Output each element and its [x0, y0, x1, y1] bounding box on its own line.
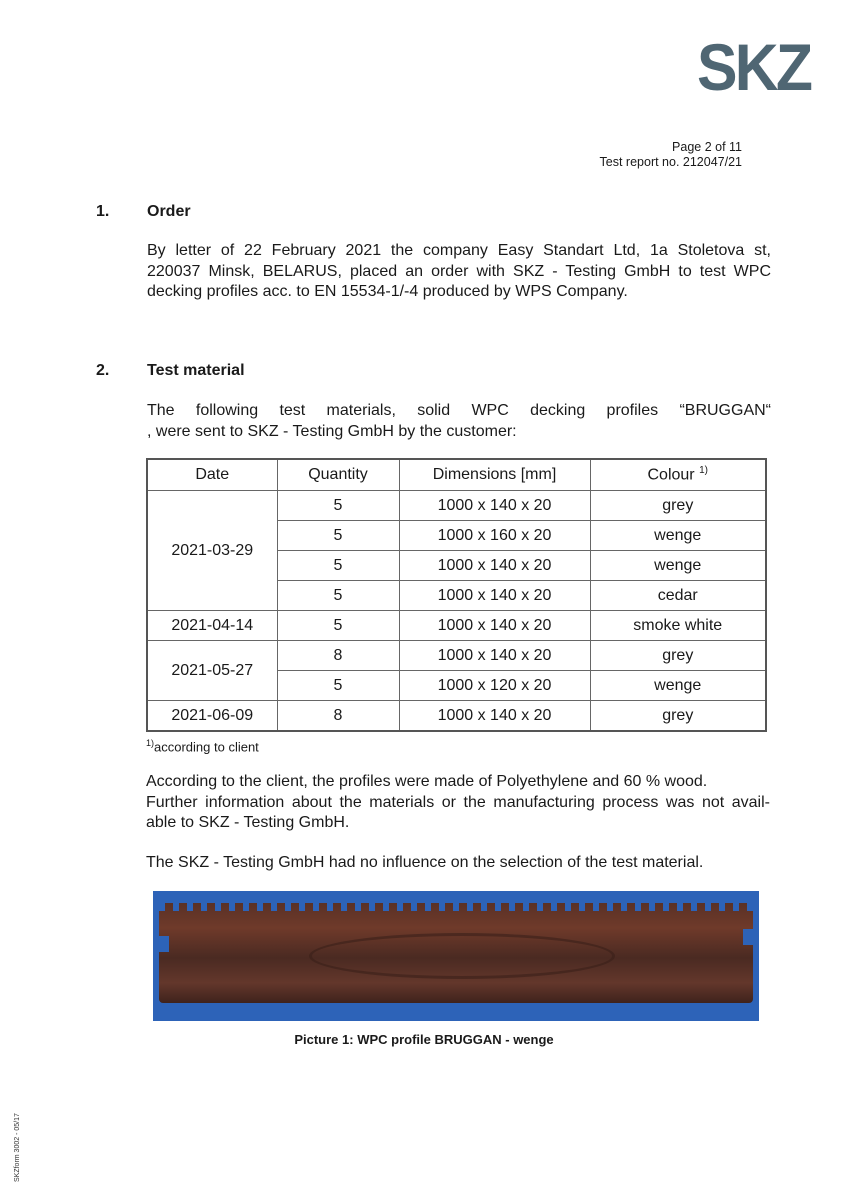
wpc-profile-photo: [153, 891, 759, 1021]
test-material-line: The following test materials, solid WPC decking profiles “BRUGGAN“: [147, 402, 771, 419]
cell-quantity: 5: [277, 611, 399, 641]
order-paragraph: [147, 241, 771, 303]
section-2-number: 2.: [96, 362, 110, 379]
cell-colour: grey: [590, 641, 766, 671]
cell-colour: wenge: [590, 671, 766, 701]
cell-dimensions: 1000 x 140 x 20: [399, 641, 590, 671]
form-id: SKZform 3002 - 05/17: [14, 1113, 21, 1182]
material-line: Further information about the materials or the manufacturing process was not avail-: [146, 793, 770, 811]
cell-quantity: 5: [277, 491, 399, 521]
order-line: decking profiles acc. to EN 15534-1/-4 produced by WPS Company.: [147, 283, 628, 300]
wood-grain: [309, 933, 615, 979]
cell-dimensions: 1000 x 160 x 20: [399, 521, 590, 551]
test-material-paragraph: [147, 401, 771, 442]
cell-quantity: 5: [277, 581, 399, 611]
order-line: 220037 Minsk, BELARUS, placed an order with SKZ - Testing GmbH to test WPC: [147, 262, 771, 280]
cell-quantity: 5: [277, 551, 399, 581]
footnote-text: according to client: [154, 739, 259, 755]
skz-logo: SKZ: [697, 30, 811, 104]
section-1-title: Order: [147, 203, 191, 220]
cell-dimensions: 1000 x 140 x 20: [399, 611, 590, 641]
cell-dimensions: 1000 x 140 x 20: [399, 701, 590, 732]
groove-right: [743, 929, 759, 945]
influence-paragraph: The SKZ - Testing GmbH had no influence on the selection of the test material.: [146, 854, 704, 871]
table-row: [147, 491, 766, 521]
table-footnote: [146, 738, 259, 754]
cell-dimensions: 1000 x 120 x 20: [399, 671, 590, 701]
section-2-title: Test material: [147, 362, 245, 379]
cell-colour: grey: [590, 491, 766, 521]
cell-quantity: 5: [277, 671, 399, 701]
test-material-line: , were sent to SKZ - Testing GmbH by the customer:: [147, 422, 517, 440]
footnote-mark: 1): [146, 738, 155, 748]
cell-date: 2021-03-29: [147, 491, 277, 611]
cell-quantity: 8: [277, 701, 399, 732]
order-line: By letter of 22 February 2021 the company Easy Standart Ltd, 1a Stoletova st,: [147, 242, 771, 259]
report-number: Test report no. 212047/21: [599, 155, 742, 169]
cell-date: 2021-05-27: [147, 641, 277, 701]
header-colour: [590, 459, 766, 491]
groove-left: [153, 936, 169, 952]
page-number: Page 2 of 11: [672, 140, 742, 154]
cell-dimensions: 1000 x 140 x 20: [399, 491, 590, 521]
cell-quantity: 8: [277, 641, 399, 671]
table-row: [147, 611, 766, 641]
cell-dimensions: 1000 x 140 x 20: [399, 551, 590, 581]
cell-date: 2021-04-14: [147, 611, 277, 641]
table-header-row: [147, 459, 766, 491]
cell-quantity: 5: [277, 521, 399, 551]
section-1-number: 1.: [96, 203, 110, 220]
colour-footnote-mark: 1): [699, 465, 708, 477]
header-colour-label: Colour: [647, 466, 695, 484]
page-info: [600, 140, 742, 170]
header-quantity: Quantity: [277, 459, 399, 491]
cell-colour: grey: [590, 701, 766, 732]
table-row: [147, 701, 766, 732]
header-date: Date: [147, 459, 277, 491]
material-paragraph: [146, 772, 770, 834]
header-dimensions: Dimensions [mm]: [399, 459, 590, 491]
cell-colour: wenge: [590, 551, 766, 581]
cell-colour: cedar: [590, 581, 766, 611]
wpc-board-image: [159, 903, 753, 1003]
cell-dimensions: 1000 x 140 x 20: [399, 581, 590, 611]
material-line: able to SKZ - Testing GmbH.: [146, 814, 350, 831]
material-line: According to the client, the profiles were made of Polyethylene and 60 % wood.: [146, 773, 708, 790]
cell-date: 2021-06-09: [147, 701, 277, 732]
table-row: [147, 641, 766, 671]
cell-colour: wenge: [590, 521, 766, 551]
cell-colour: smoke white: [590, 611, 766, 641]
picture-caption: Picture 1: WPC profile BRUGGAN - wenge: [294, 1032, 554, 1047]
test-material-table: [146, 458, 767, 732]
